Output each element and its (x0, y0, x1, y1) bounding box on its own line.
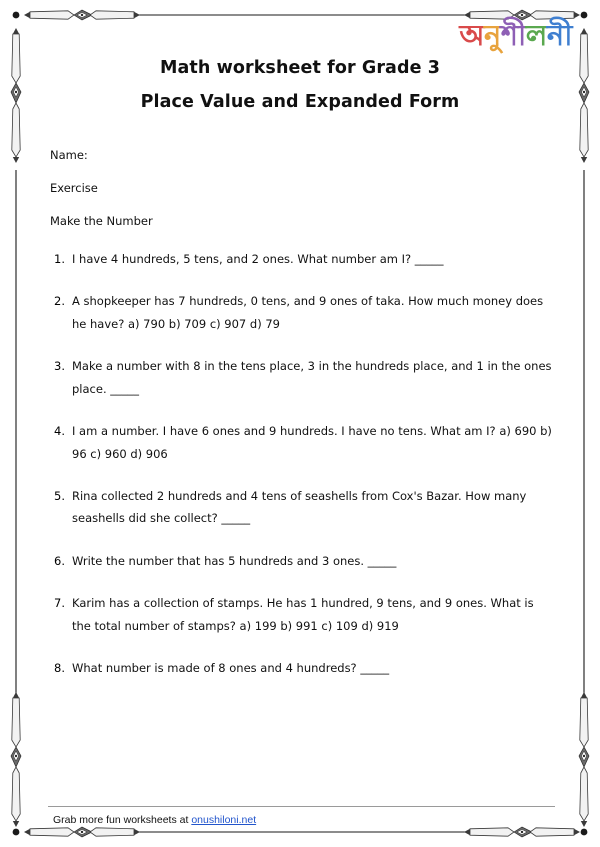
question-number: 4. (54, 424, 65, 439)
corner-dot-tr (581, 12, 588, 19)
question-text: Karim has a collection of stamps. He has 1 hundred, 9 tens, and 9 ones. What is the total number of stamps? a) 199 b) 991 c) 109 d) 919 (72, 596, 534, 633)
section-heading: Make the Number (50, 214, 153, 228)
title-line-1: Math worksheet for Grade 3 (159, 58, 441, 78)
question-text: I have 4 hundreds, 5 tens, and 2 ones. What number am I? _____ (72, 252, 444, 266)
corner-dot-bl (13, 829, 20, 836)
question-item (50, 248, 555, 270)
question-number: 1. (54, 252, 65, 266)
logo-glyph-4: ল (525, 20, 547, 52)
question-item (50, 485, 555, 530)
name-label: Name: (50, 148, 88, 162)
footer (53, 814, 256, 826)
question-text: A shopkeeper has 7 hundreds, 0 tens, and 9 ones of taka. How much money does he have? a) 790 b) 709 c) 907 d) 79 (72, 294, 544, 331)
question-text: Rina collected 2 hundreds and 4 tens of seashells from Cox's Bazar. How many seashells did she collect? _____ (72, 488, 527, 526)
worksheet-meta (50, 148, 550, 228)
exercise-label: Exercise (50, 181, 98, 195)
site-logo (459, 22, 572, 51)
logo-glyph-5: নী (546, 20, 572, 52)
footer-text: Grab more fun worksheets at (53, 814, 192, 826)
question-number: 7. (54, 596, 65, 611)
question-number: 5. (54, 488, 65, 503)
question-item (50, 420, 555, 465)
question-item (50, 657, 555, 679)
question-list (50, 248, 555, 699)
question-text: I am a number. I have 6 ones and 9 hundreds. I have no tens. What am I? a) 690 b) 96 c) 960 d) 906 (72, 424, 552, 461)
footer-divider (48, 806, 555, 807)
question-number: 2. (54, 294, 65, 309)
question-number: 6. (54, 553, 65, 568)
title-line-2: Place Value and Expanded Form (140, 92, 460, 112)
question-number: 3. (54, 359, 65, 374)
page-title (40, 58, 560, 112)
logo-glyph-1: অ (459, 20, 484, 52)
question-item (50, 592, 555, 637)
corner-dot-tl (13, 12, 20, 19)
question-item (50, 550, 555, 572)
question-text: Make a number with 8 in the tens place, 3 in the hundreds place, and 1 in the ones place. _____ (72, 359, 552, 396)
question-item (50, 290, 555, 335)
question-text: Write the number that has 5 hundreds and 3 ones. _____ (72, 553, 397, 568)
question-number: 8. (54, 661, 65, 676)
question-text: What number is made of 8 ones and 4 hundreds? _____ (72, 661, 390, 676)
logo-glyph-2: নু (484, 20, 501, 52)
corner-dot-br (581, 829, 588, 836)
logo-glyph-3: শী (500, 20, 526, 52)
question-item (50, 355, 555, 400)
footer-link[interactable]: onushiloni.net (191, 814, 257, 826)
